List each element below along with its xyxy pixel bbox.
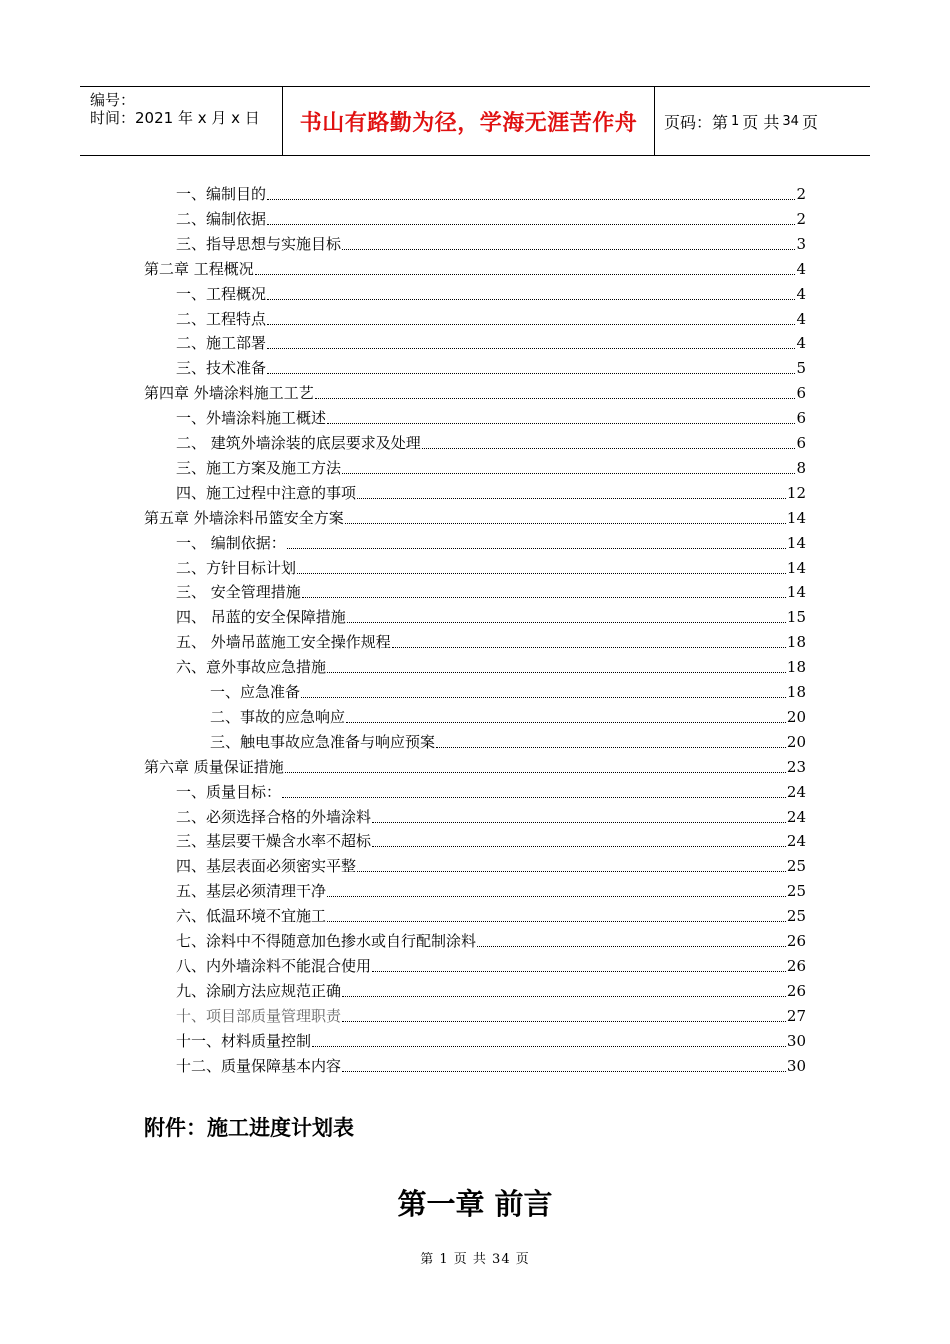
toc-entry-page: 4 [796,334,806,353]
toc-entry[interactable] [176,305,806,329]
toc-leader-dots [372,846,786,847]
toc-entry[interactable] [176,554,806,578]
toc-entry-title: 一、工程概况 [176,284,267,303]
toc-leader-dots [267,373,795,374]
toc-entry-title: 五、 外墙吊蓝施工安全操作规程 [176,633,391,652]
toc-entry-title: 二、编制依据 [176,209,267,228]
page-info-num: 1 [731,113,740,129]
toc-entry-page: 24 [786,782,806,801]
toc-entry-title: 十二、质量保障基本内容 [176,1056,342,1075]
toc-leader-dots [422,448,796,449]
toc-entry-page: 14 [786,583,806,602]
toc-entry-title: 三、基层要干燥含水率不超标 [176,832,372,851]
toc-entry-title: 二、施工部署 [176,334,267,353]
toc-entry-title: 三、施工方案及施工方法 [176,458,342,477]
header-motto: 书山有路勤为径，学海无涯苦作舟 [283,87,655,155]
toc-entry[interactable] [144,504,806,528]
toc-entry-title: 三、 安全管理措施 [176,583,301,602]
toc-entry-title: 第四章 外墙涂料施工工艺 [144,384,314,403]
toc-entry-page: 14 [786,508,806,527]
toc-entry-page: 18 [786,633,806,652]
toc-entry[interactable] [176,454,806,478]
toc-entry[interactable] [176,529,806,553]
toc-entry-page: 26 [786,956,806,975]
toc-leader-dots [312,1046,786,1047]
toc-entry[interactable] [210,678,806,702]
toc-entry[interactable] [176,603,806,627]
toc-entry-title: 一、外墙涂料施工概述 [176,409,327,428]
toc-leader-dots [267,348,795,349]
toc-entry[interactable] [176,1052,806,1076]
toc-leader-dots [255,274,796,275]
toc-leader-dots [315,398,796,399]
toc-entry-page: 30 [786,1031,806,1050]
toc-leader-dots [267,324,795,325]
toc-entry-title: 一、质量目标： [176,782,282,801]
toc-entry-page: 20 [786,732,806,751]
toc-entry[interactable] [176,354,806,378]
toc-entry[interactable] [176,429,806,453]
toc-entry[interactable] [176,205,806,229]
toc-entry-page: 6 [796,409,806,428]
toc-leader-dots [282,797,786,798]
toc-leader-dots [342,249,795,250]
toc-leader-dots [436,747,786,748]
toc-entry-page: 4 [796,309,806,328]
toc-entry-title: 六、低温环境不宜施工 [176,907,327,926]
toc-leader-dots [345,523,786,524]
toc-entry[interactable] [176,927,806,951]
toc-entry[interactable] [210,703,806,727]
toc-leader-dots [297,573,786,574]
toc-entry-page: 24 [786,832,806,851]
toc-entry-page: 25 [786,882,806,901]
header-page-info [655,87,870,155]
toc-entry-page: 6 [796,384,806,403]
toc-entry-page: 14 [786,533,806,552]
page-info-total: 34 [782,113,799,129]
toc-entry[interactable] [176,877,806,901]
toc-entry-page: 5 [796,359,806,378]
toc-entry-page: 26 [786,932,806,950]
toc-leader-dots [267,299,795,300]
toc-entry-title: 三、触电事故应急准备与响应预案 [210,732,436,751]
toc-entry[interactable] [176,778,806,802]
toc-leader-dots [342,1071,786,1072]
toc-entry[interactable] [176,902,806,926]
toc-leader-dots [346,722,786,723]
toc-entry-title: 六、意外事故应急措施 [176,658,327,677]
toc-leader-dots [392,647,786,648]
toc-entry[interactable] [176,230,806,254]
toc-entry-title: 四、基层表面必须密实平整 [176,857,357,876]
toc-entry-title: 第五章 外墙涂料吊篮安全方案 [144,508,344,527]
toc-entry-page: 12 [786,483,806,502]
toc-leader-dots [267,199,795,200]
toc-leader-dots [327,423,795,424]
toc-entry[interactable] [144,753,806,777]
toc-entry-page: 27 [786,1006,806,1025]
toc-entry-page: 25 [786,857,806,876]
toc-leader-dots [327,896,786,897]
toc-entry-title: 二、工程特点 [176,309,267,328]
page-info-mid: 页 共 [742,112,780,132]
header-meta-cell [80,87,283,155]
toc-leader-dots [372,822,786,823]
toc-entry-page: 15 [786,608,806,627]
toc-entry[interactable] [176,329,806,353]
toc-entry[interactable] [176,803,806,827]
toc-entry-title: 十一、材料质量控制 [176,1031,312,1050]
toc-entry-title: 四、施工过程中注意的事项 [176,483,357,502]
toc-entry-title: 第六章 质量保证措施 [144,757,284,776]
toc-entry[interactable] [176,852,806,876]
toc-entry-title: 二、 建筑外墙涂装的底层要求及处理 [176,434,421,452]
toc-entry-title: 八、内外墙涂料不能混合使用 [176,956,372,975]
toc-entry-title: 五、基层必须清理干净 [176,882,327,901]
toc-leader-dots [302,597,786,598]
toc-entry[interactable] [176,628,806,652]
toc-entry-page: 18 [786,683,806,701]
toc-entry-page: 25 [786,907,806,926]
toc-leader-dots [372,971,786,972]
toc-entry[interactable] [176,404,806,428]
toc-entry[interactable] [176,827,806,851]
toc-entry-page: 4 [796,259,806,278]
toc-entry-title: 一、编制目的 [176,185,267,203]
toc-entry-page: 14 [786,558,806,577]
toc-entry[interactable] [176,952,806,976]
toc-entry[interactable] [176,578,806,602]
toc-leader-dots [287,548,786,549]
toc-entry-page: 8 [796,458,806,477]
toc-entry-title: 二、方针目标计划 [176,558,297,577]
toc-entry[interactable] [176,977,806,1001]
appendix-title: 附件：施工进度计划表 [144,1116,354,1140]
toc-entry-title: 三、技术准备 [176,359,267,378]
toc-entry-page: 18 [786,658,806,677]
toc-leader-dots [327,672,786,673]
toc-leader-dots [342,1021,786,1022]
toc-entry-title: 三、指导思想与实施目标 [176,234,342,253]
toc-entry[interactable] [144,379,806,403]
toc-entry-title: 一、 编制依据： [176,533,286,552]
toc-entry-page: 20 [786,707,806,726]
toc-leader-dots [342,996,786,997]
chapter-title: 第一章 前言 [397,1187,553,1221]
toc-entry-page: 3 [796,234,806,253]
toc-entry-title: 四、 吊蓝的安全保障措施 [176,608,346,627]
toc-entry-title: 九、涂刷方法应规范正确 [176,981,342,1000]
toc-entry-page: 30 [786,1056,806,1075]
toc-entry-page: 2 [796,185,806,203]
toc-leader-dots [267,224,795,225]
toc-leader-dots [285,772,786,773]
page-footer: 第 1 页 共 34 页 [420,1252,530,1267]
toc-entry[interactable] [176,653,806,677]
toc-entry-title: 二、必须选择合格的外墙涂料 [176,807,372,826]
toc-entry[interactable] [210,728,806,752]
serial-label: 编号： [90,91,136,109]
toc-entry-title: 七、涂料中不得随意加色掺水或自行配制涂料 [176,932,477,950]
toc-leader-dots [327,921,786,922]
toc-entry-page: 4 [796,284,806,303]
toc-leader-dots [357,871,786,872]
toc-entry[interactable] [176,479,806,503]
toc-entry-page: 23 [786,757,806,776]
page-info-suffix: 页 [801,112,818,132]
toc-entry[interactable] [144,255,806,279]
toc-entry-title: 一、应急准备 [210,683,301,701]
toc-entry-page: 24 [786,807,806,826]
toc-entry[interactable] [176,280,806,304]
toc-leader-dots [347,622,786,623]
toc-entry-page: 6 [796,434,806,452]
toc-entry[interactable] [176,1002,806,1026]
toc-entry-page: 2 [796,209,806,228]
page-header [80,86,870,156]
toc-entry-title: 十、项目部质量管理职责 [176,1006,342,1025]
toc-entry-title: 二、事故的应急响应 [210,707,346,726]
time-label: 时间：2021 年 x 月 x 日 [90,109,260,127]
page-info-prefix: 页码：第 [664,112,729,132]
toc-leader-dots [301,697,786,698]
toc-leader-dots [477,946,786,947]
toc-entry-title: 第二章 工程概况 [144,259,254,278]
toc-entry[interactable] [176,180,806,204]
toc-entry[interactable] [176,1027,806,1051]
toc-entry-page: 26 [786,981,806,1000]
toc-leader-dots [342,473,795,474]
toc-leader-dots [357,498,786,499]
